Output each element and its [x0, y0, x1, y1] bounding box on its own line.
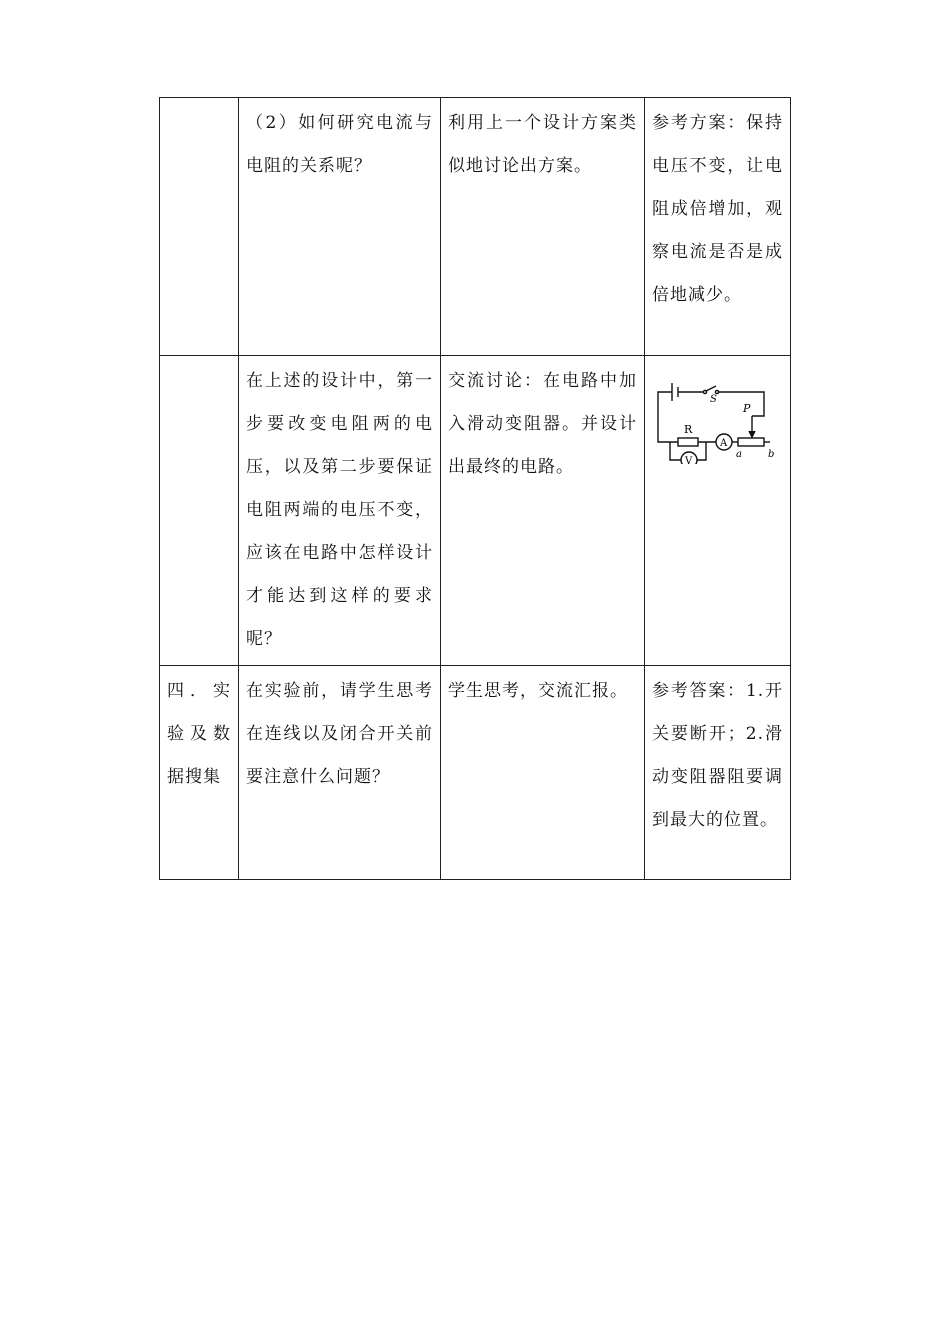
circuit-diagram-cell	[645, 356, 791, 666]
rheostat-body	[738, 438, 764, 446]
voltmeter-label: V	[685, 456, 694, 464]
note-text: 参考方案：保持电压不变，让电阻成倍增加，观察电流是否是成倍地减少。	[652, 113, 783, 305]
circuit-diagram	[652, 374, 778, 464]
switch-label: S	[710, 394, 718, 405]
stage-cell	[160, 666, 239, 880]
student-activity-text: 利用上一个设计方案类似地讨论出方案。	[448, 113, 637, 176]
student-activity-cell	[441, 666, 645, 880]
table-row	[160, 666, 791, 880]
stage-text: 四．实验及数据搜集	[167, 681, 231, 787]
note-text: 参考答案：1.开关要断开；2.滑动变阻器阻要调到最大的位置。	[652, 681, 783, 830]
note-cell	[645, 98, 791, 356]
resistor-body	[678, 438, 698, 446]
end-b-label: b	[768, 449, 776, 460]
top-wire-right	[719, 392, 764, 416]
table-row	[160, 356, 791, 666]
student-activity-cell	[441, 98, 645, 356]
end-a-label: a	[736, 449, 743, 460]
left-wire-down	[658, 438, 678, 442]
teacher-activity-text: 在上述的设计中，第一步要改变电阻两的电压，以及第二步要保证电阻两端的电压不变，应该在电路中怎样设计才能达到这样的要求呢？	[246, 371, 433, 649]
resistor-label: R	[684, 423, 694, 436]
table-row	[160, 98, 791, 356]
student-activity-text: 交流讨论：在电路中加入滑动变阻器。并设计出最终的电路。	[448, 371, 637, 477]
lesson-plan-table	[159, 97, 791, 880]
slider-label: P	[743, 402, 752, 415]
student-activity-text: 学生思考，交流汇报。	[448, 681, 628, 701]
teacher-activity-cell	[239, 98, 441, 356]
note-cell	[645, 666, 791, 880]
switch-blade	[706, 386, 716, 391]
teacher-activity-text: 在实验前，请学生思考在连线以及闭合开关前要注意什么问题？	[246, 681, 433, 787]
teacher-activity-cell	[239, 666, 441, 880]
stage-cell	[160, 356, 239, 666]
slider-arrowhead	[749, 431, 755, 437]
top-wire-left	[658, 392, 672, 438]
ammeter-label: A	[720, 438, 729, 449]
teacher-activity-text: （2）如何研究电流与电阻的关系呢？	[246, 113, 433, 176]
stage-cell	[160, 98, 239, 356]
student-activity-cell	[441, 356, 645, 666]
teacher-activity-cell	[239, 356, 441, 666]
